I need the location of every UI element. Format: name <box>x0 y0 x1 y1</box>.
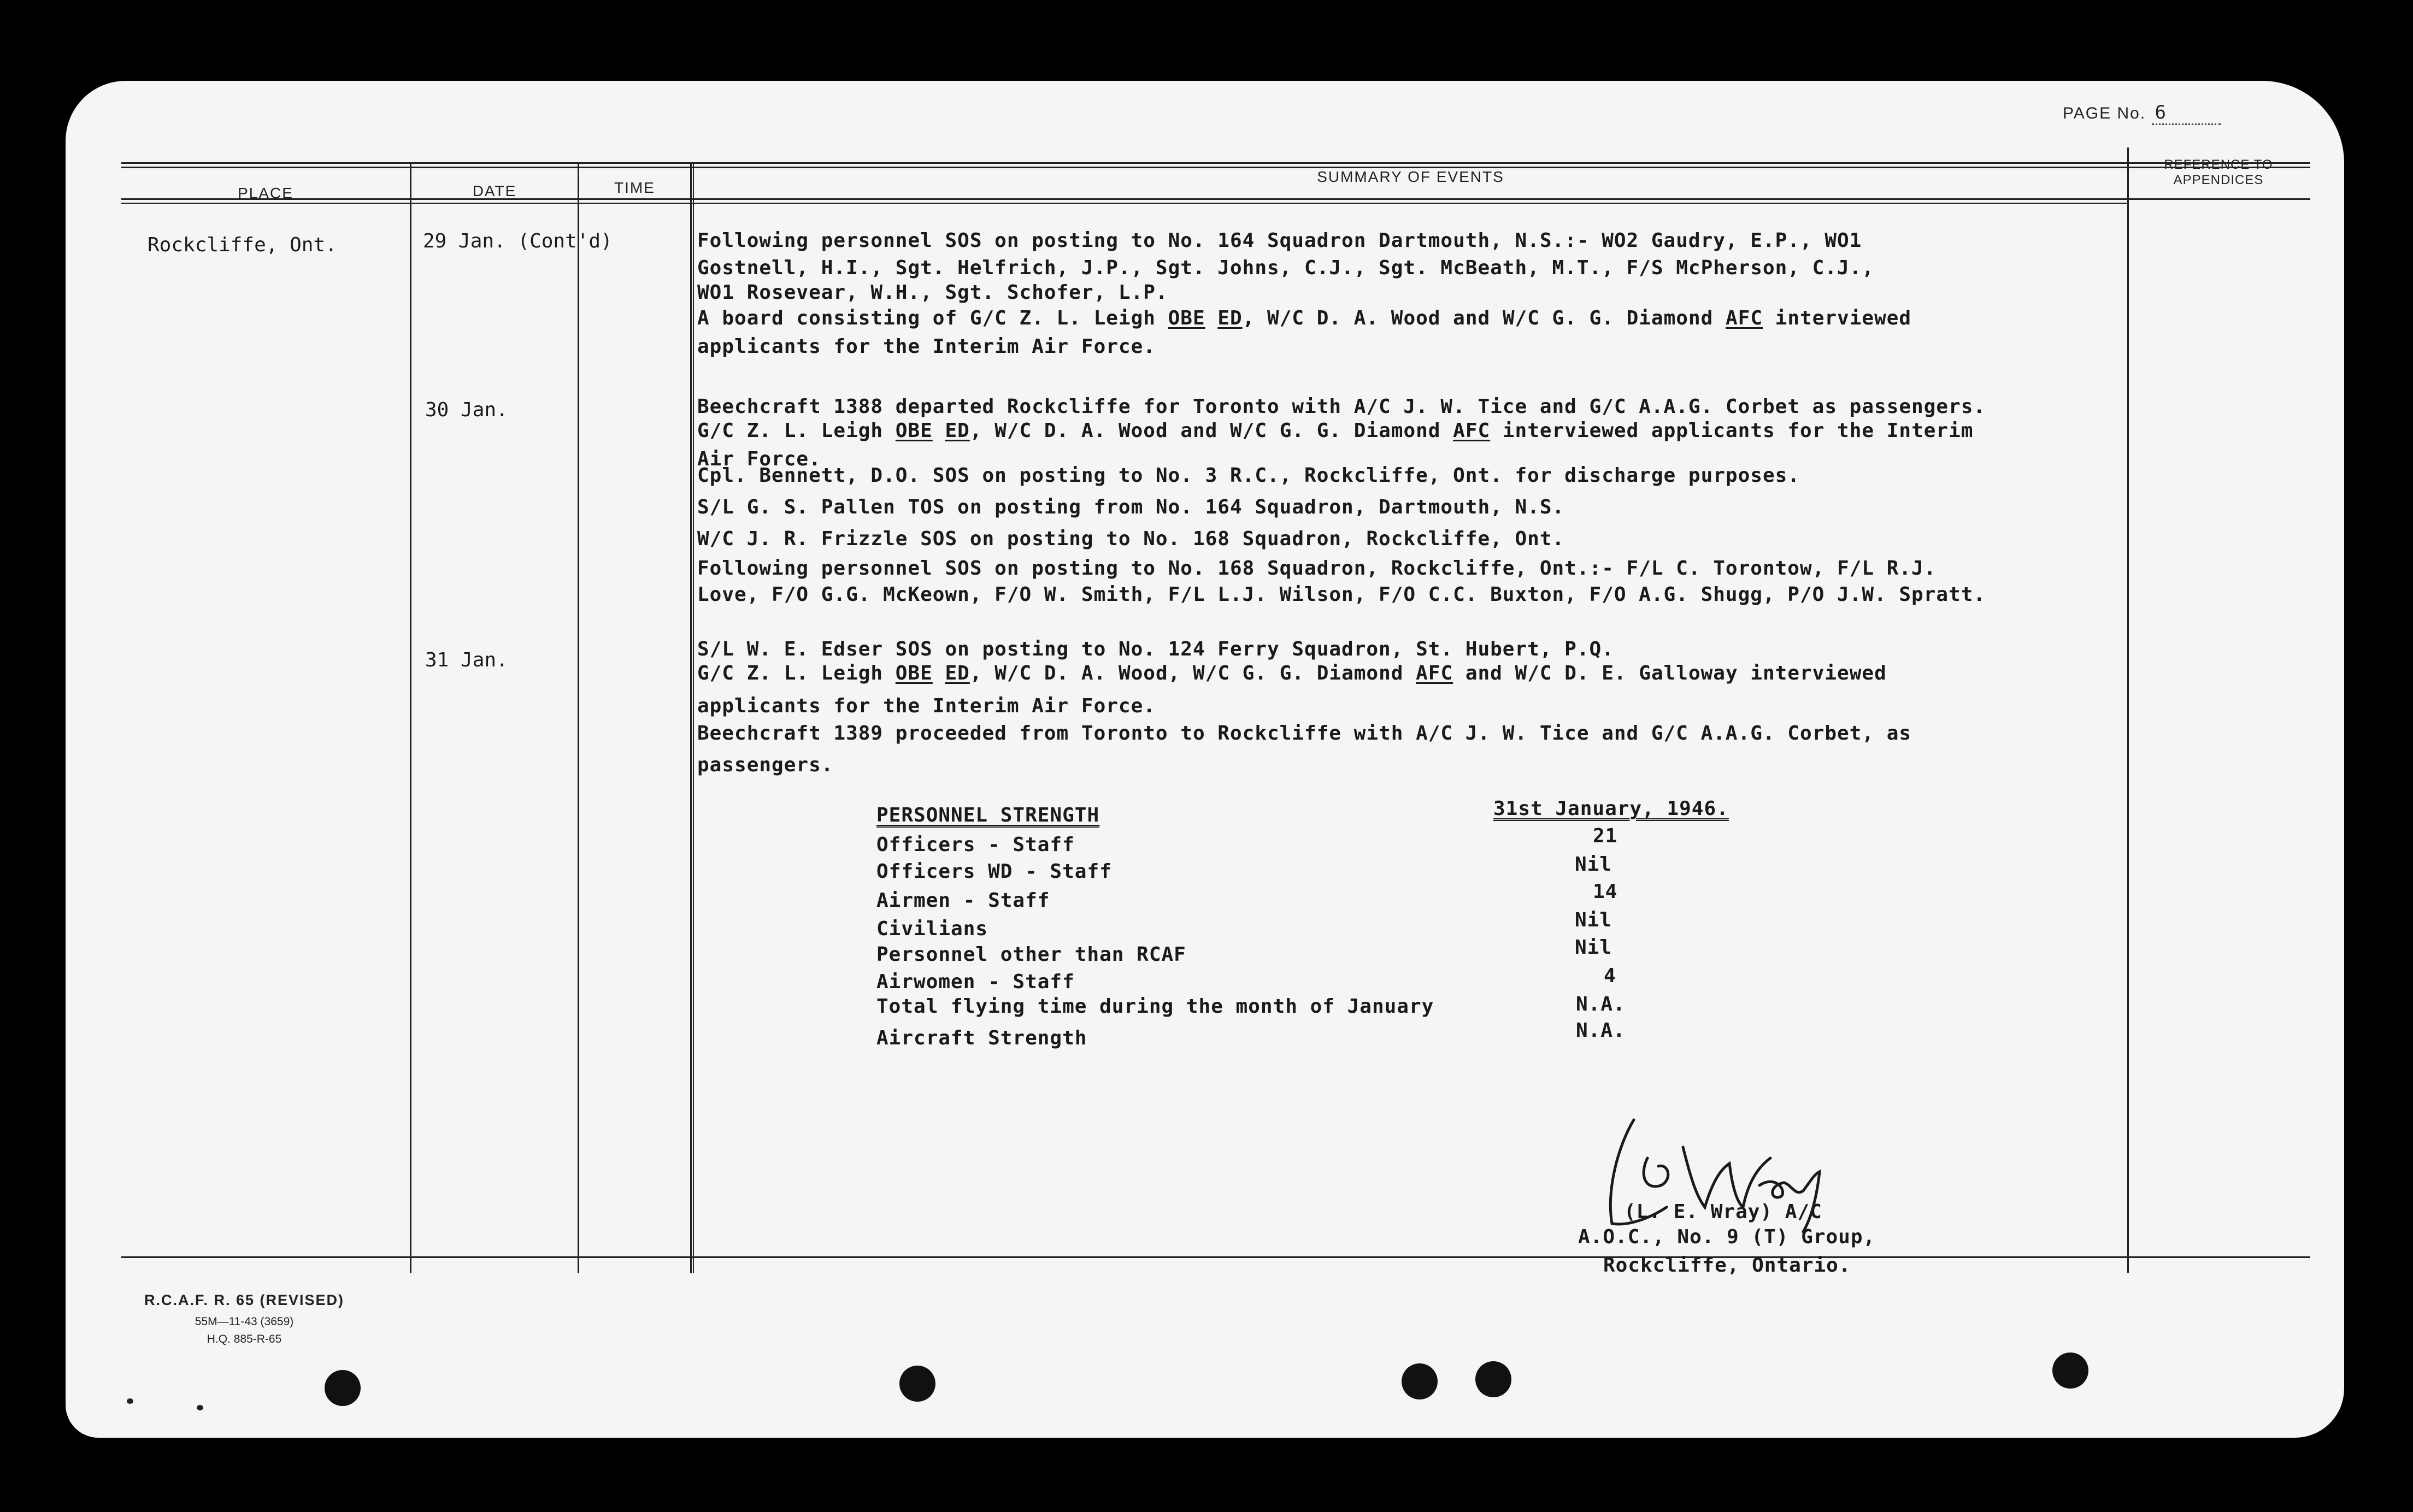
strength-date: 31st January, 1946. <box>1493 798 1729 820</box>
event-line: Cpl. Bennett, D.O. SOS on posting to No. 3 R.C., Rockcliffe, Ont. for discharge purposes. <box>697 464 1800 487</box>
header-date: DATE <box>472 182 517 199</box>
strength-label: Officers - Staff <box>876 834 1075 856</box>
strength-value: 14 <box>1593 881 1618 903</box>
header-reference: REFERENCE TO APPENDICES <box>2164 157 2273 187</box>
afc-award: AFC <box>1453 420 1491 442</box>
obe-award: OBE <box>1168 307 1205 329</box>
strength-value: Nil <box>1575 936 1612 959</box>
strength-label: Personnel other than RCAF <box>876 943 1186 966</box>
afc-award: AFC <box>1725 307 1763 329</box>
strength-label: Aircraft Strength <box>876 1027 1087 1049</box>
date-jan31: 31 Jan. <box>425 649 508 671</box>
diary-sheet <box>66 81 2344 1438</box>
event-line: Love, F/O G.G. McKeown, F/O W. Smith, F/L L.J. Wilson, F/O C.C. Buxton, F/O A.G. Shugg, P/O J.W. Spratt. <box>697 583 1986 606</box>
paper-speck <box>127 1398 133 1404</box>
table-bottom-rule <box>121 1256 2310 1258</box>
date-jan30: 30 Jan. <box>425 399 508 421</box>
signatory-name: (L. E. Wray) A/C <box>1624 1201 1822 1223</box>
place-cell: Rockcliffe, Ont. <box>148 234 337 256</box>
event-line: S/L G. S. Pallen TOS on posting from No. 164 Squadron, Dartmouth, N.S. <box>697 496 1565 518</box>
signatory-title: A.O.C., No. 9 (T) Group, <box>1578 1226 1876 1248</box>
event-line: G/C Z. L. Leigh OBE ED, W/C D. A. Wood and W/C G. G. Diamond AFC interviewed applicants for the Interim <box>697 420 1974 442</box>
event-line: A board consisting of G/C Z. L. Leigh OBE ED, W/C D. A. Wood and W/C G. G. Diamond AFC interviewed <box>697 307 1912 329</box>
event-line: Following personnel SOS on posting to No. 168 Squadron, Rockcliffe, Ont.:- F/L C. Torontow, F/L R.J. <box>697 557 1937 580</box>
strength-value: N.A. <box>1576 993 1626 1015</box>
strength-label: Airwomen - Staff <box>876 971 1075 993</box>
punch-hole <box>2052 1352 2088 1389</box>
column-divider-place <box>410 162 411 1273</box>
strength-value: Nil <box>1575 853 1612 876</box>
ed-award: ED <box>945 420 970 442</box>
column-divider-time <box>690 162 692 1273</box>
strength-heading: PERSONNEL STRENGTH <box>876 804 1100 826</box>
header-place: PLACE <box>238 185 293 202</box>
column-divider-time-inner <box>693 162 694 1273</box>
form-code: 55M—11-43 (3659) <box>195 1315 294 1328</box>
ed-award: ED <box>1217 307 1243 329</box>
paper-speck <box>197 1405 203 1410</box>
event-line: Beechcraft 1389 proceeded from Toronto to Rockcliffe with A/C J. W. Tice and G/C A.A.G. Corbet, as <box>697 722 1912 745</box>
column-divider-reference <box>2127 147 2129 1273</box>
page-number-label: PAGE No. <box>2063 104 2146 122</box>
table-top-rule <box>121 162 2310 164</box>
punch-hole <box>899 1366 935 1402</box>
signatory-location: Rockcliffe, Ontario. <box>1603 1254 1851 1277</box>
strength-label: Officers WD - Staff <box>876 860 1112 883</box>
event-line: G/C Z. L. Leigh OBE ED, W/C D. A. Wood, W/C G. G. Diamond AFC and W/C D. E. Galloway interviewed <box>697 662 1887 684</box>
punch-hole <box>1402 1363 1438 1399</box>
strength-label: Total flying time during the month of January <box>876 995 1434 1018</box>
event-line: WO1 Rosevear, W.H., Sgt. Schofer, L.P. <box>697 281 1168 304</box>
event-line: W/C J. R. Frizzle SOS on posting to No. 168 Squadron, Rockcliffe, Ont. <box>697 528 1565 550</box>
event-line: Beechcraft 1388 departed Rockcliffe for Toronto with A/C J. W. Tice and G/C A.A.G. Corbet as passengers. <box>697 395 1986 418</box>
event-line: Air Force. <box>697 448 821 470</box>
strength-value: 21 <box>1593 825 1618 847</box>
strength-label: Airmen - Staff <box>876 889 1050 912</box>
punch-hole <box>325 1370 361 1406</box>
obe-award: OBE <box>895 662 933 684</box>
ed-award: ED <box>945 662 970 684</box>
event-line: Following personnel SOS on posting to No. 164 Squadron Dartmouth, N.S.:- WO2 Gaudry, E.P., WO1 <box>697 229 1862 252</box>
form-id: R.C.A.F. R. 65 (REVISED) <box>144 1292 345 1308</box>
event-line: applicants for the Interim Air Force. <box>697 695 1156 717</box>
event-line: applicants for the Interim Air Force. <box>697 335 1156 358</box>
header-time: TIME <box>614 179 655 196</box>
afc-award: AFC <box>1416 662 1453 684</box>
punch-hole <box>1475 1361 1511 1397</box>
date-jan29: 29 Jan. (Cont'd) <box>423 230 613 252</box>
event-line: S/L W. E. Edser SOS on posting to No. 124 Ferry Squadron, St. Hubert, P.Q. <box>697 638 1614 660</box>
page-number-value: 6 <box>2152 102 2221 125</box>
form-hq: H.Q. 885-R-65 <box>207 1333 282 1345</box>
header-summary: SUMMARY OF EVENTS <box>1317 168 1504 185</box>
column-divider-date <box>578 162 579 1273</box>
strength-value: Nil <box>1575 909 1612 931</box>
strength-value: N.A. <box>1576 1019 1626 1042</box>
header-bottom-rule-inner <box>121 203 2127 204</box>
event-line: passengers. <box>697 754 834 776</box>
strength-label: Civilians <box>876 918 988 940</box>
event-line: Gostnell, H.I., Sgt. Helfrich, J.P., Sgt. Johns, C.J., Sgt. McBeath, M.T., F/S McPherson, C.J., <box>697 257 1875 279</box>
strength-value: 4 <box>1604 965 1616 987</box>
obe-award: OBE <box>895 420 933 442</box>
page-number <box>2063 102 2221 125</box>
